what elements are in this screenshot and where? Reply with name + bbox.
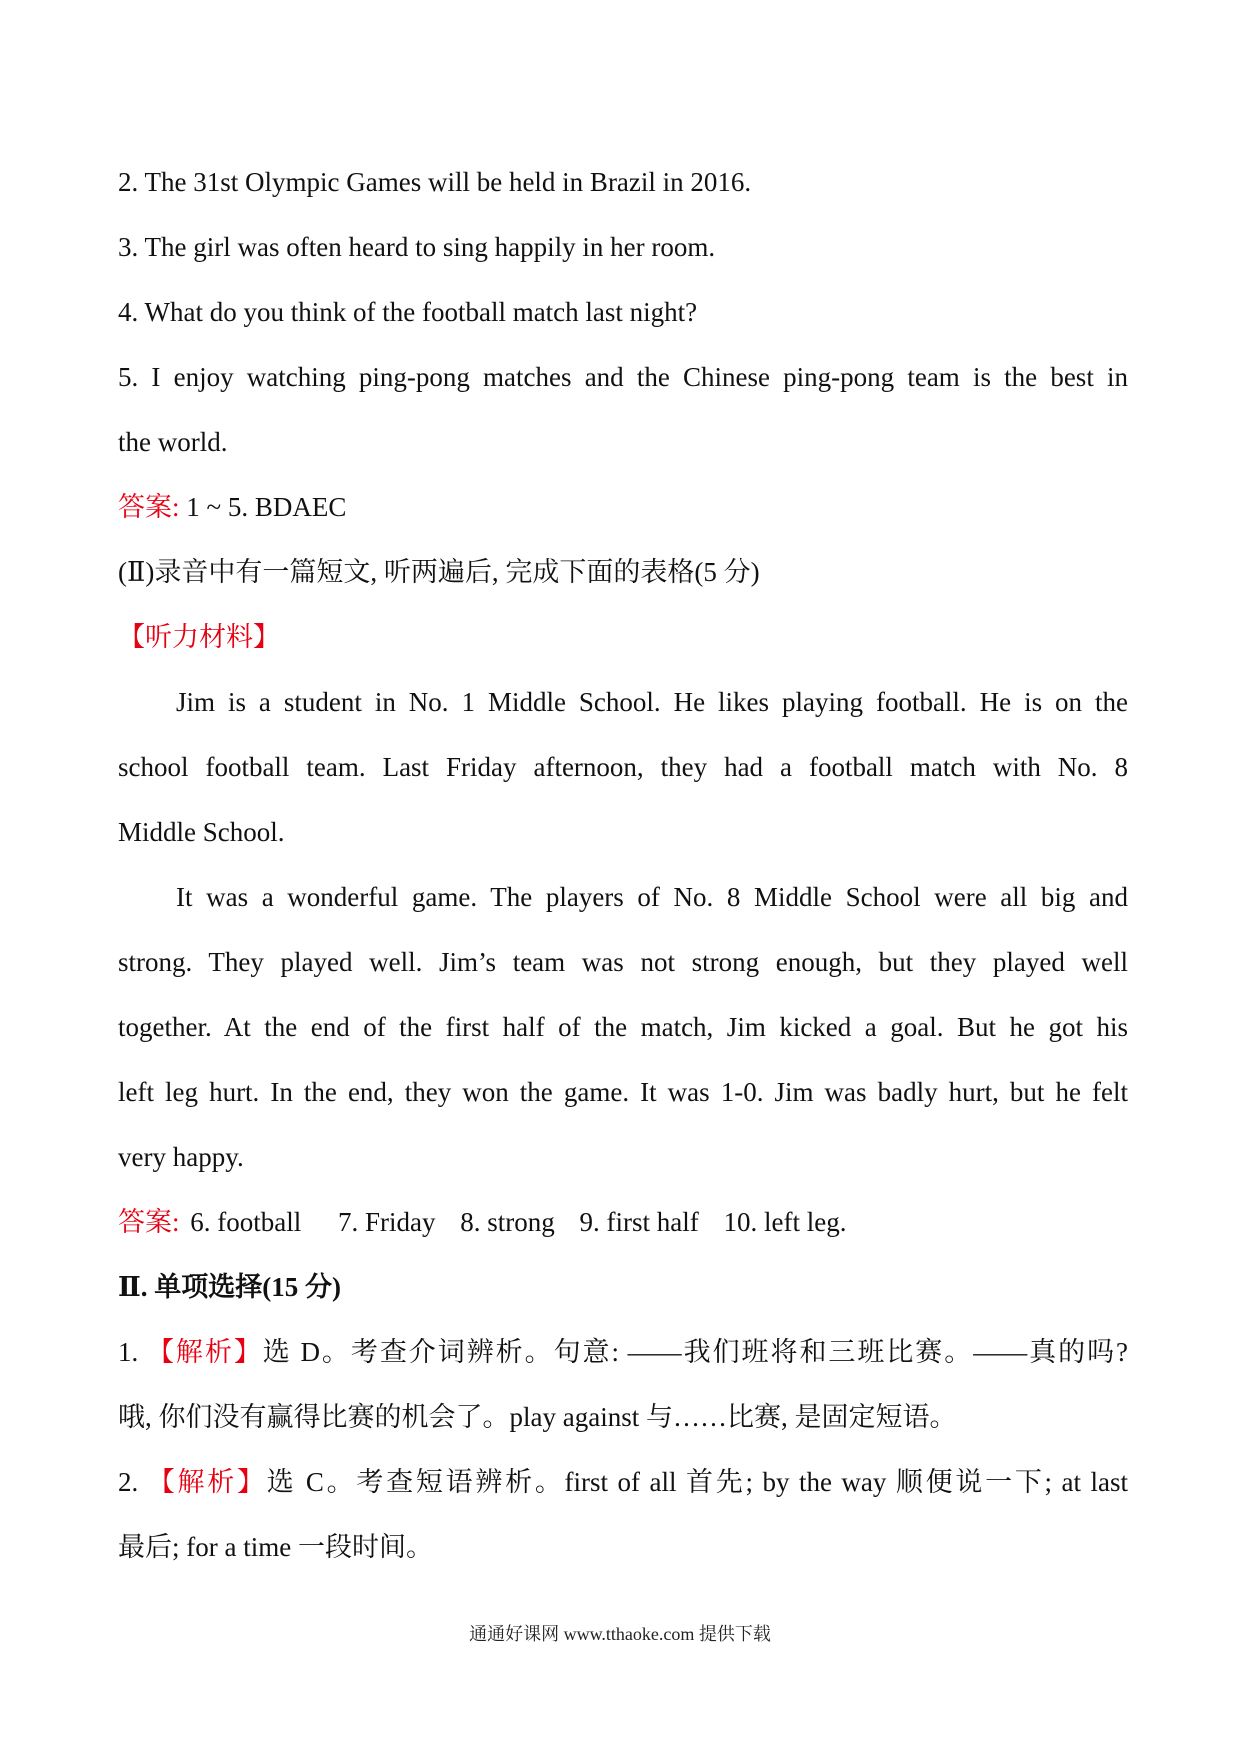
section-2-heading: Ⅱ. 单项选择(15 分)	[118, 1272, 341, 1302]
paragraph-2-line-3: together. At the end of the first half of the match, Jim kicked a goal. But he got his	[118, 1012, 1128, 1042]
item-2-line-2: 最后; for a time 一段时间。	[118, 1532, 433, 1562]
document-body	[118, 150, 1128, 1580]
sentence-4: 4. What do you think of the football match last night?	[118, 297, 698, 327]
page-footer: 通通好课网 www.tthaoke.com 提供下载	[469, 1624, 771, 1644]
answer-label: 答案:	[118, 1207, 180, 1237]
paragraph-2-line-2: strong. They played well. Jim’s team was not strong enough, but they played well	[118, 947, 1128, 977]
paragraph-1-line-1: Jim is a student in No. 1 Middle School. He likes playing football. He is on the	[176, 687, 1128, 717]
paragraph-2-line-1: It was a wonderful game. The players of No. 8 Middle School were all big and	[176, 882, 1128, 912]
answer-label: 答案:	[118, 492, 180, 522]
item-2-number: 2.	[118, 1467, 139, 1497]
part2-heading: (Ⅱ)录音中有一篇短文, 听两遍后, 完成下面的表格(5 分)	[118, 557, 760, 587]
paragraph-1-line-3: Middle School.	[118, 817, 285, 847]
answer-7: 7. Friday	[338, 1207, 436, 1237]
paragraph-2-line-5: very happy.	[118, 1142, 244, 1172]
item-1-text: 选 D。考查介词辨析。句意: ——我们班将和三班比赛。——真的吗?	[262, 1337, 1129, 1367]
item-1-line-2: 哦, 你们没有赢得比赛的机会了。play against 与……比赛, 是固定短语。	[118, 1402, 957, 1432]
paragraph-2-line-4: left leg hurt. In the end, they won the game. It was 1-0. Jim was badly hurt, but he felt	[118, 1077, 1128, 1107]
item-2-line-1	[118, 1450, 1128, 1515]
analysis-tag: 【解析】	[146, 1337, 263, 1367]
analysis-tag: 【解析】	[147, 1467, 267, 1497]
answer-9: 9. first half	[579, 1207, 699, 1237]
sentence-2: 2. The 31st Olympic Games will be held in Brazil in 2016.	[118, 167, 752, 197]
answer-10: 10. left leg.	[723, 1207, 847, 1237]
item-1-line-1	[118, 1320, 1128, 1385]
answer-line-2	[118, 1190, 1128, 1255]
answer-6: 6. football	[190, 1207, 302, 1237]
answer-8: 8. strong	[460, 1207, 555, 1237]
listening-material-label: 【听力材料】	[118, 622, 280, 652]
answer-text: 1 ~ 5. BDAEC	[179, 492, 347, 522]
sentence-5-cont: the world.	[118, 427, 228, 457]
sentence-3: 3. The girl was often heard to sing happily in her room.	[118, 232, 716, 262]
item-1-number: 1.	[118, 1337, 139, 1367]
paragraph-1-line-2: school football team. Last Friday afternoon, they had a football match with No. 8	[118, 752, 1128, 782]
sentence-5: 5. I enjoy watching ping-pong matches and the Chinese ping-pong team is the best in	[118, 362, 1128, 392]
item-2-text: 选 C。考查短语辨析。first of all 首先; by the way 顺便说一下; at last	[266, 1467, 1129, 1497]
answer-line-1	[118, 475, 1128, 540]
